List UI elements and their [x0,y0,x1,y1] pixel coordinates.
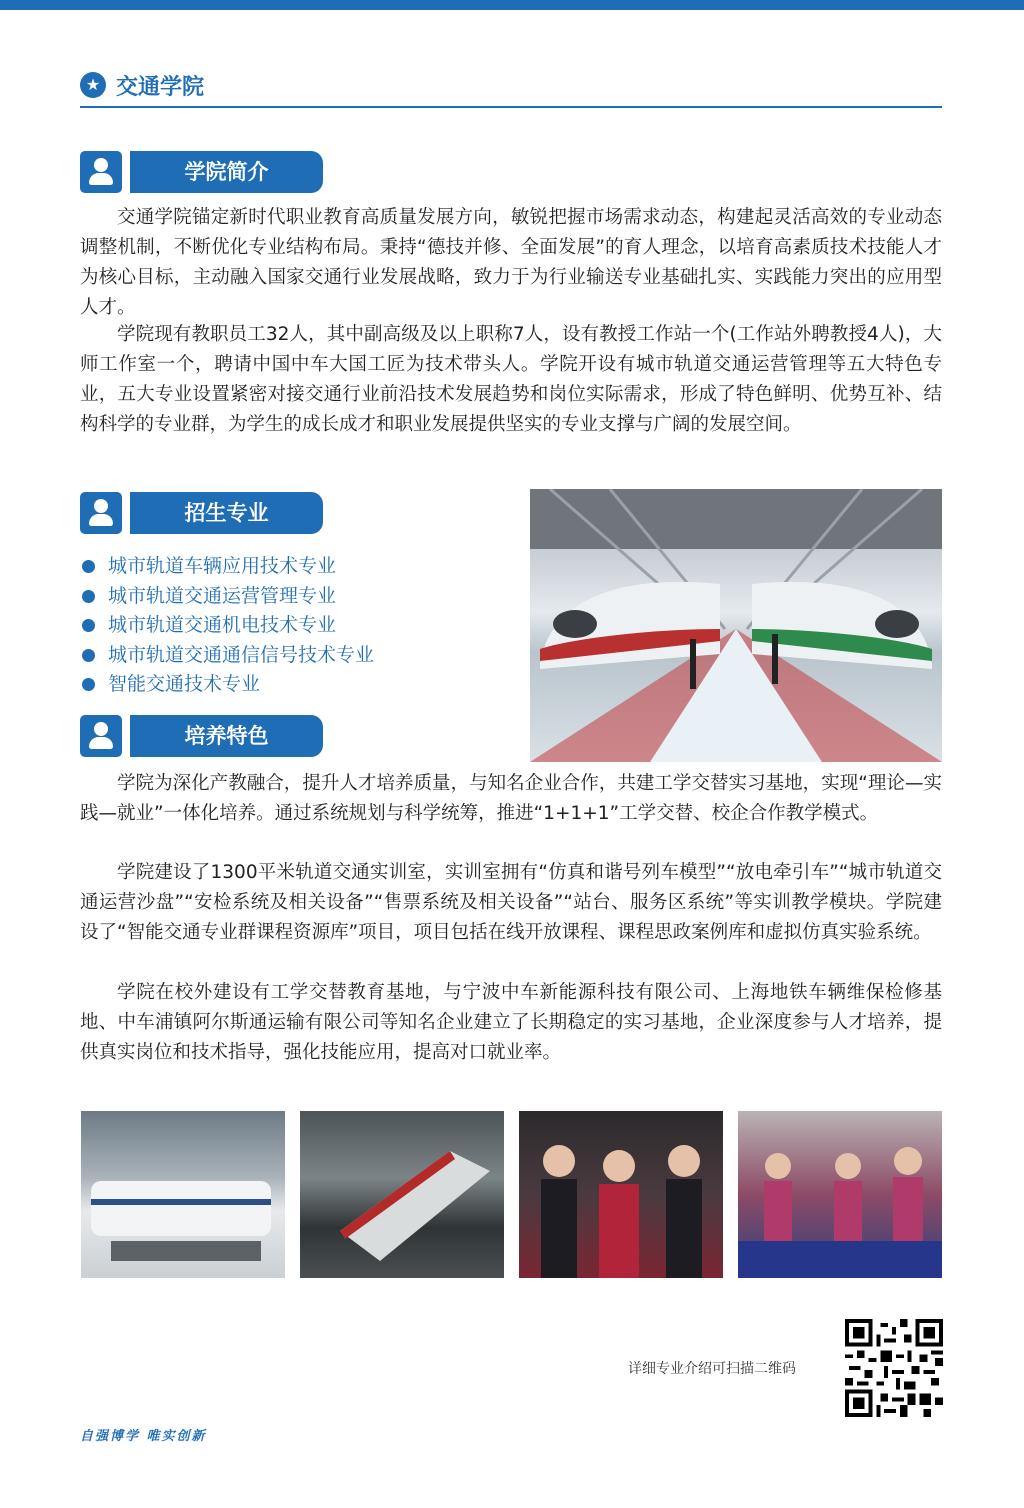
list-item: 城市轨道交通通信信号技术专业 [80,641,374,671]
section-label: 招生专业 [130,492,323,534]
bullet-icon [82,560,95,573]
footer-slogan: 自强博学 唯实创新 [80,1429,207,1444]
features-paragraph-3: 学院在校外建设有工学交替教育基地，与宁波中车新能源科技有限公司、上海地铁车辆维保检修基地、中车浦镇阿尔斯通运输有限公司等知名企业建立了长期稳定的实习基地，企业深度参与人才培养，提供真实岗位和技术指导，强化技能应用，提高对口就业率。 [80,982,942,1063]
user-icon [80,151,122,193]
bullet-icon [82,619,95,632]
section-heading-majors [80,492,324,534]
cabin-service-photo [738,1111,942,1278]
train-depot-photo [530,489,942,762]
features-paragraph-2: 学院建设了1300平米轨道交通实训室，实训室拥有“仿真和谐号列车模型”“放电牵引车”“城市轨道交通运营沙盘”“安检系统及相关设备”“售票系统及相关设备”“站台、服务区系统”等实训教学模块。学院建设了“智能交通专业群课程资源库”项目，项目包括在线开放课程、课程思政案例库和虚拟仿真实验系统。 [80,862,942,943]
user-icon [80,715,122,757]
qr-code[interactable] [845,1319,943,1417]
qr-caption: 详细专业介绍可扫描二维码 [628,1361,796,1377]
features-paragraph-1: 学院为深化产教融合，提升人才培养质量，与知名企业合作，共建工学交替实习基地，实现“理论—实践—就业”一体化培养。通过系统规划与科学统筹，推进“1+1+1”工学交替、校企合作教学模式。 [80,773,942,824]
list-item: 智能交通技术专业 [80,670,374,700]
list-item: 城市轨道车辆应用技术专业 [80,552,374,582]
list-item: 城市轨道交通机电技术专业 [80,611,374,641]
intro-paragraph-2: 学院现有教职员工32人，其中副高级及以上职称7人，设有教授工作站一个(工作站外聘教授4人)，大师工作室一个，聘请中国中车大国工匠为技术带头人。学院开设有城市轨道交通运营管理等五大特色专业，五大专业设置紧密对接交通行业前沿技术发展趋势和岗位实际需求，形成了特色鲜明、优势互补、结构科学的专业群，为学生的成长成才和职业发展提供坚实的专业支撑与广阔的发展空间。 [80,324,942,435]
attendant-training-photo [519,1111,723,1278]
metro-car-photo [300,1111,504,1278]
section-heading-features [80,715,324,757]
majors-list [80,552,374,700]
page-title: 交通学院 [116,75,205,100]
bullet-icon [82,678,95,691]
section-label: 培养特色 [130,715,323,757]
bullet-icon [82,590,95,603]
intro-paragraph-1: 交通学院锚定新时代职业教育高质量发展方向，敏锐把握市场需求动态，构建起灵活高效的专业动态调整机制，不断优化专业结构布局。秉持“德技并修、全面发展”的育人理念，以培育高素质技术技能人才为核心目标，主动融入国家交通行业发展战略，致力于为行业输送专业基础扎实、实践能力突出的应用型人才。 [80,207,942,318]
section-heading-intro [80,151,324,193]
page-header [80,68,942,108]
top-bar [0,0,1024,10]
section-label: 学院简介 [130,151,323,193]
user-icon [80,492,122,534]
star-icon: ★ [80,72,106,98]
train-workshop-photo [81,1111,285,1278]
list-item: 城市轨道交通运营管理专业 [80,582,374,612]
bullet-icon [82,649,95,662]
